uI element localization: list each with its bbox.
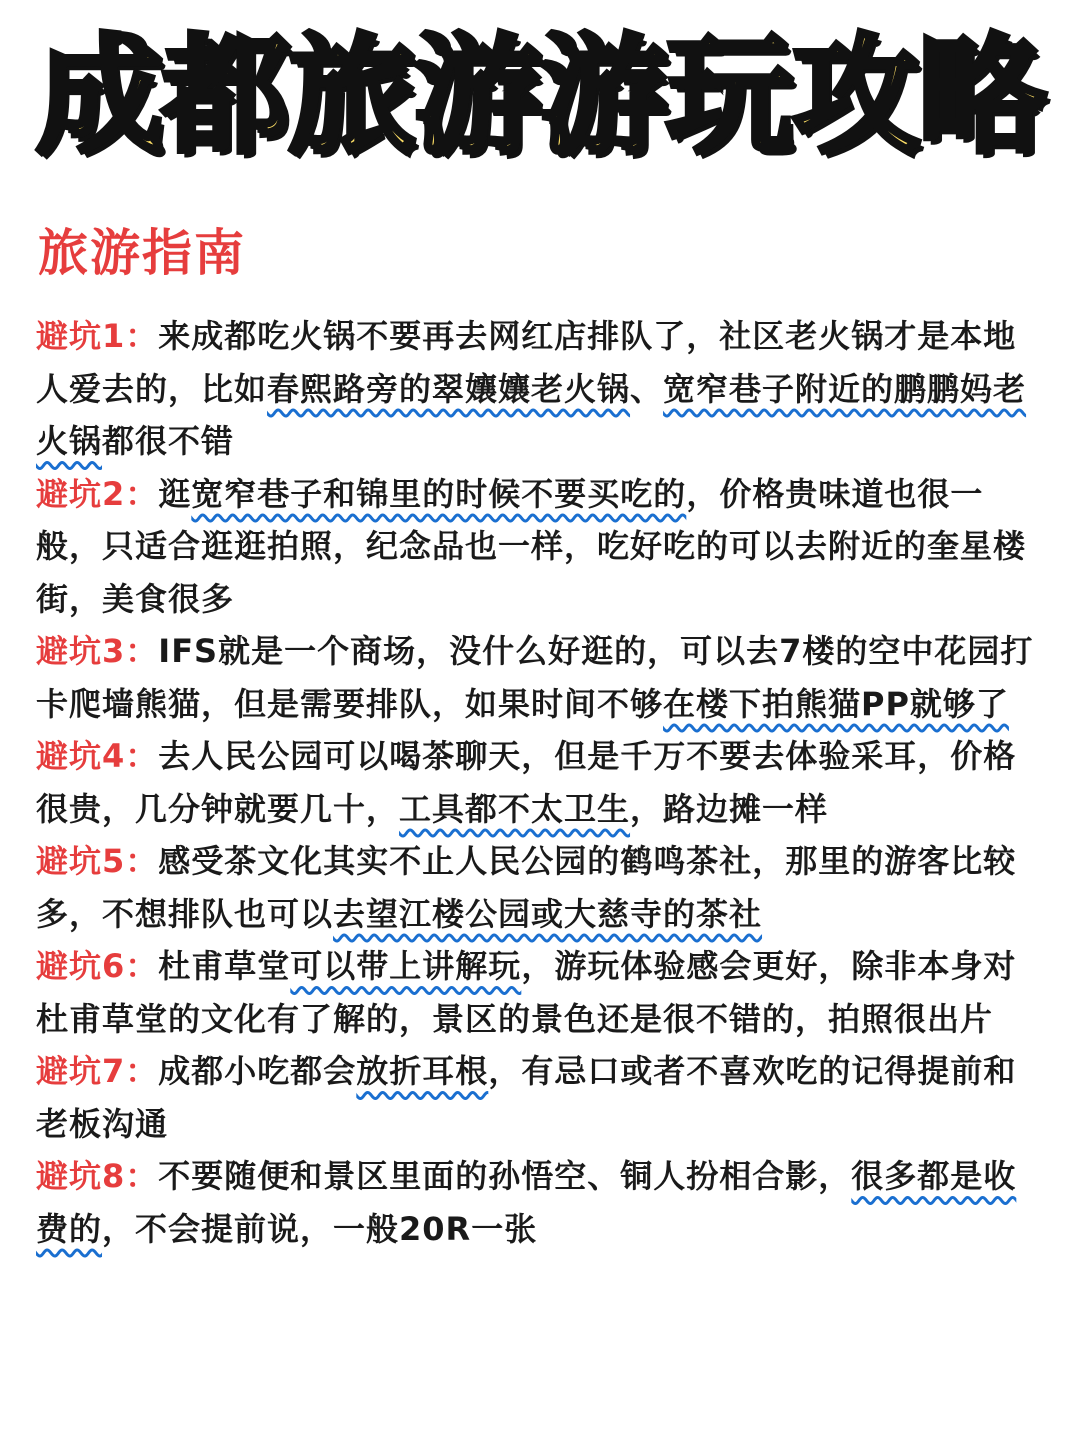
tip-label: 避坑6： bbox=[36, 947, 159, 985]
tip-label: 避坑3： bbox=[36, 632, 159, 670]
tip-label: 避坑8： bbox=[36, 1157, 159, 1195]
tip-text: 都很不错 bbox=[102, 422, 235, 460]
tip-highlight: 去望江楼公园或大慈寺的茶社 bbox=[333, 894, 763, 933]
tip-label: 避坑7： bbox=[36, 1052, 159, 1090]
tip-text: 杜甫草堂 bbox=[158, 947, 291, 985]
tip-highlight: 宽窄巷子附近的鹏鹏妈老火锅 bbox=[36, 369, 1027, 460]
tip-text: ，有忌口或者不喜欢吃的记得提前和老板沟通 bbox=[36, 1052, 1017, 1143]
tip-highlight: 工具都不太卫生 bbox=[399, 789, 631, 828]
tip-highlight: 很多都是收费的 bbox=[36, 1157, 1017, 1248]
tip-text: ，价格贵味道也很一般，只适合逛逛拍照，纪念品也一样，吃好吃的可以去附近的奎星楼街，美食很多 bbox=[36, 474, 1027, 618]
tip-text: 感受茶文化其实不止人民公园的鹤鸣茶社，那里的游客比较多，不想排队也可以 bbox=[36, 842, 1017, 933]
tip-text: 成都小吃都会 bbox=[158, 1052, 357, 1090]
tip-text: 、 bbox=[630, 369, 664, 408]
tip-highlight: 可以带上讲解玩 bbox=[290, 947, 522, 985]
tip-highlight: 在楼下拍熊猫PP就够了 bbox=[663, 684, 1009, 723]
tip-highlight: 放折耳根 bbox=[356, 1052, 489, 1090]
tip-6 bbox=[36, 940, 1048, 1045]
tip-text: 来成都吃火锅不要再去网红店排队了，社区老火锅才是本地人爱去的，比如 bbox=[36, 317, 1017, 408]
tip-label: 避坑2： bbox=[36, 474, 159, 513]
tip-highlight: 春熙路旁的翠孃孃老火锅 bbox=[267, 369, 631, 408]
tip-text: IFS就是一个商场，没什么好逛的，可以去7楼的空中花园打卡爬墙熊猫，但是需要排队，如果时间不够 bbox=[36, 632, 1034, 723]
tip-3 bbox=[36, 625, 1048, 730]
tip-text: 不要随便和景区里面的孙悟空、铜人扮相合影， bbox=[158, 1157, 852, 1195]
tip-label: 避坑5： bbox=[36, 842, 159, 880]
tip-text: ，不会提前说，一般20R一张 bbox=[102, 1209, 538, 1248]
tip-2 bbox=[36, 468, 1048, 626]
tip-label: 避坑4： bbox=[36, 737, 159, 775]
page-title: 成都旅游游玩攻略 bbox=[35, 22, 1044, 171]
tip-1 bbox=[36, 310, 1048, 468]
tip-label: 避坑1： bbox=[36, 317, 159, 355]
tip-text: 逛 bbox=[158, 474, 192, 513]
tip-text: 去人民公园可以喝茶聊天，但是千万不要去体验采耳，价格很贵，几分钟就要几十， bbox=[36, 737, 1017, 828]
tip-text: ，游玩体验感会更好，除非本身对杜甫草堂的文化有了解的，景区的景色还是很不错的，拍照很出片 bbox=[36, 947, 1017, 1038]
tip-5 bbox=[36, 835, 1048, 940]
section-title: 旅游指南 bbox=[38, 224, 246, 282]
tip-text: ，路边摊一样 bbox=[630, 789, 829, 828]
tip-7 bbox=[36, 1045, 1048, 1150]
tip-highlight: 宽窄巷子和锦里的时候不要买吃的 bbox=[191, 474, 687, 513]
tips-list bbox=[36, 310, 1048, 1255]
tip-8 bbox=[36, 1150, 1048, 1255]
tip-4 bbox=[36, 730, 1048, 835]
